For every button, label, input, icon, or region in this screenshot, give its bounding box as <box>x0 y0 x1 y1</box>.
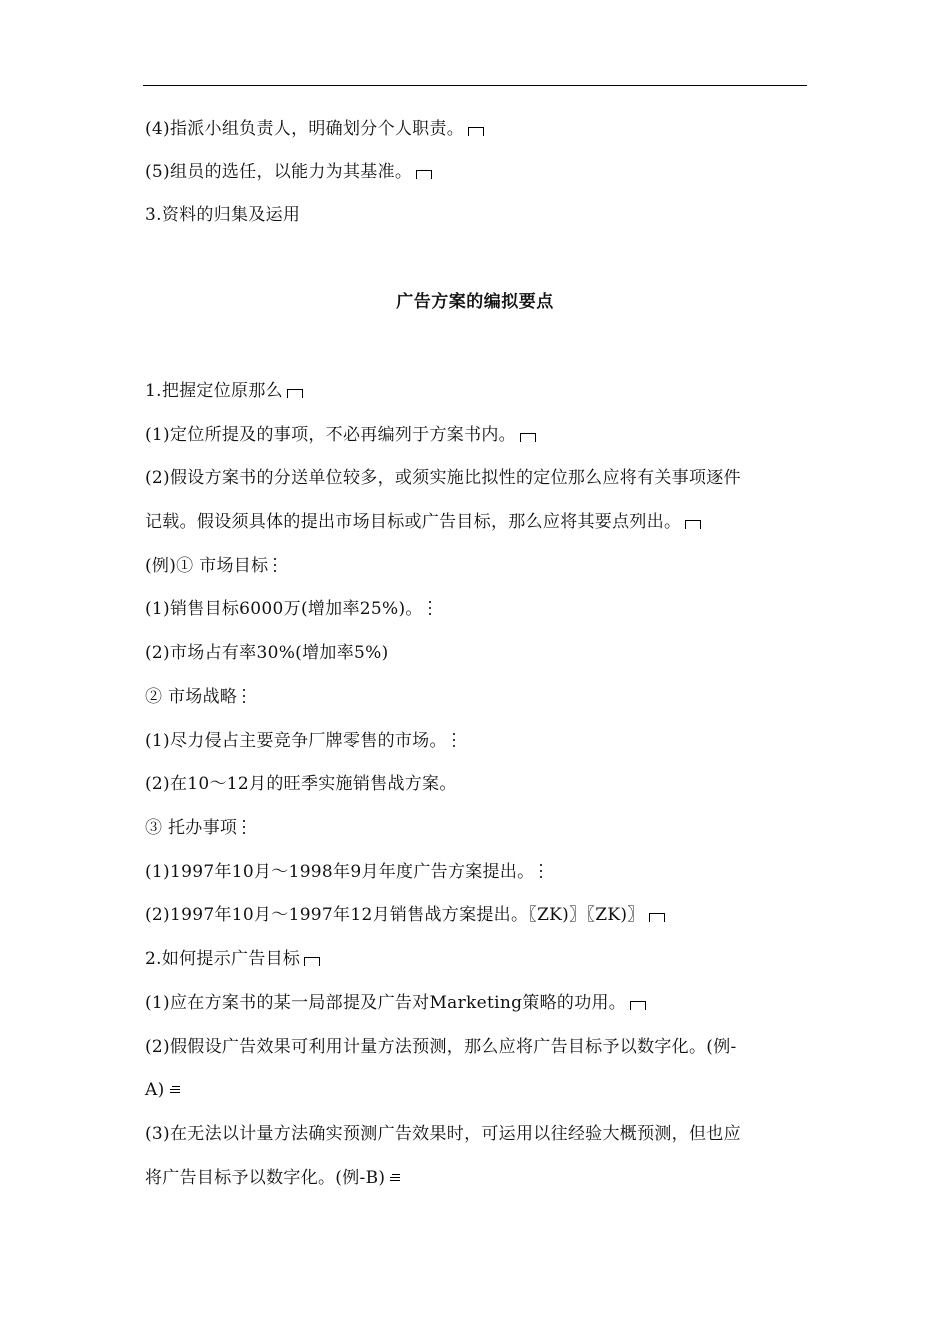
dots-mark-icon <box>272 557 278 573</box>
line-text: (2)假设方案书的分送单位较多，或须实施比拟性的定位那么应将有关事项逐件 <box>145 468 741 488</box>
line-text: (4)指派小组负责人，明确划分个人职责。 <box>145 119 465 139</box>
line-text: ③ 托办事项 <box>145 818 238 838</box>
line-text: (2)市场占有率30%(增加率5%) <box>145 643 389 663</box>
line-text: (2)假假设广告效果可利用计量方法预测，那么应将广告目标予以数字化。(例- <box>145 1037 737 1057</box>
bracket-mark-icon <box>287 389 303 398</box>
dots-mark-icon <box>538 863 544 879</box>
text-line <box>145 1167 401 1189</box>
text-line <box>145 511 701 533</box>
text-line <box>145 204 300 226</box>
line-text: (3)在无法以计量方法确实预测广告效果时，可运用以往经验大概预测，但也应 <box>145 1124 741 1144</box>
header-rule <box>143 85 807 86</box>
dots-mark-icon <box>241 688 247 704</box>
line-text: (5)组员的选任，以能力为其基准。 <box>145 162 413 182</box>
text-line <box>145 904 665 926</box>
bracket-mark-icon <box>304 957 320 966</box>
text-line <box>145 686 247 708</box>
line-text: (1)尽力侵占主要竞争厂牌零售的市场。 <box>145 731 447 751</box>
equals-mark-icon <box>169 1084 181 1096</box>
section-title: 广告方案的编拟要点 <box>396 292 554 312</box>
equals-mark-icon <box>389 1172 401 1184</box>
bracket-mark-icon <box>630 1001 646 1010</box>
line-text: 3.资料的归集及运用 <box>145 205 301 225</box>
dots-mark-icon <box>241 819 247 835</box>
text-line <box>145 161 432 183</box>
line-text: (例)① 市场目标 <box>145 556 269 576</box>
text-line <box>145 642 389 664</box>
bracket-mark-icon <box>649 913 665 922</box>
line-text: 将广告目标予以数字化。(例-B) <box>145 1168 386 1188</box>
bracket-mark-icon <box>520 433 536 442</box>
line-text: (1)1997年10月～1998年9月年度广告方案提出。 <box>145 862 535 882</box>
dots-mark-icon <box>427 600 433 616</box>
text-line <box>145 467 741 489</box>
line-text: 1.把握定位原那么 <box>145 381 283 401</box>
text-line <box>145 118 484 140</box>
bracket-mark-icon <box>685 520 701 529</box>
text-line <box>145 598 433 620</box>
line-text: 2.如何提示广告目标 <box>145 949 301 969</box>
text-line <box>145 861 544 883</box>
text-line <box>145 730 457 752</box>
text-line <box>145 555 278 577</box>
line-text: (1)销售目标6000万(增加率25%)。 <box>145 599 423 619</box>
bracket-mark-icon <box>416 170 432 179</box>
text-line <box>145 1079 181 1101</box>
line-text: A) <box>145 1080 165 1100</box>
text-line <box>145 992 646 1014</box>
text-line <box>145 948 320 970</box>
line-text: (2)1997年10月～1997年12月销售战方案提出。〖ZK)〗〖ZK)〗 <box>145 905 645 925</box>
text-line <box>145 817 247 839</box>
text-line <box>145 424 536 446</box>
line-text: (1)应在方案书的某一局部提及广告对Marketing策略的功用。 <box>145 993 627 1013</box>
bracket-mark-icon <box>468 127 484 136</box>
text-line <box>145 773 457 795</box>
text-line <box>145 1123 741 1145</box>
line-text: (2)在10～12月的旺季实施销售战方案。 <box>145 774 457 794</box>
text-line <box>145 1036 737 1058</box>
text-line <box>145 380 303 402</box>
line-text: ② 市场战略 <box>145 687 238 707</box>
line-text: 记载。假设须具体的提出市场目标或广告目标，那么应将其要点列出。 <box>145 512 682 532</box>
dots-mark-icon <box>451 732 457 748</box>
line-text: (1)定位所提及的事项，不必再编列于方案书内。 <box>145 425 516 445</box>
